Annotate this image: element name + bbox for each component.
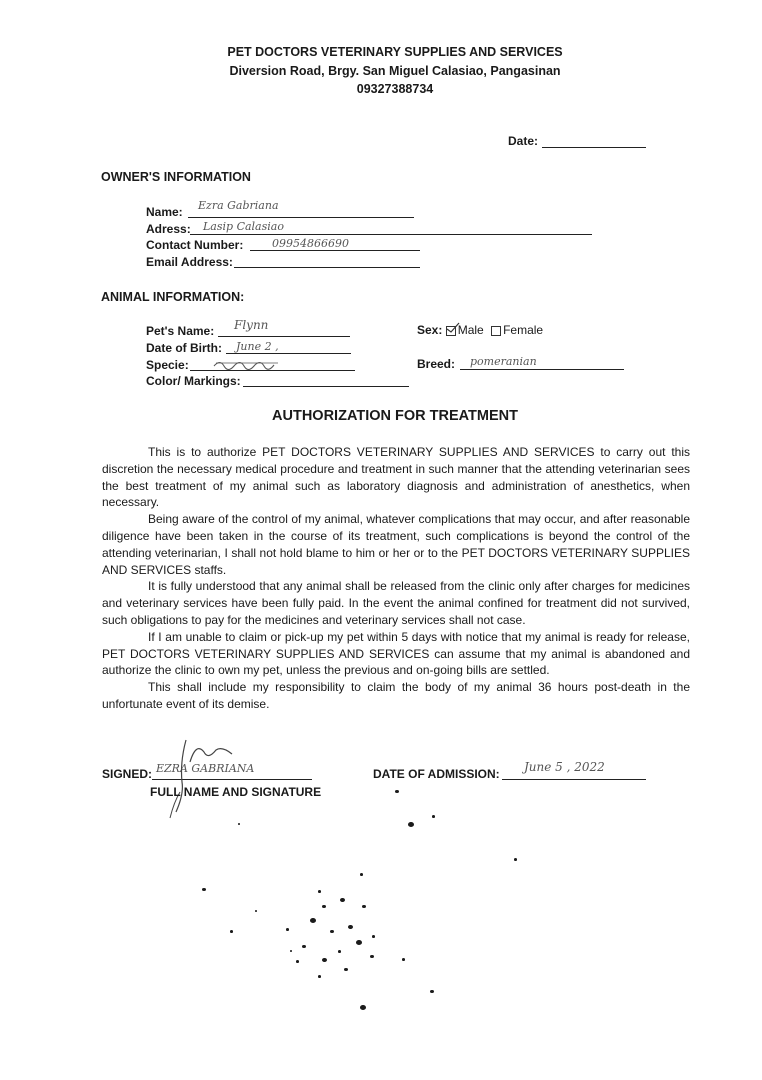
signed-name-value: EZRA GABRIANA bbox=[156, 762, 255, 775]
pet-name-field[interactable] bbox=[218, 336, 350, 337]
specie-field[interactable] bbox=[190, 370, 355, 371]
breed-field[interactable] bbox=[460, 369, 624, 370]
ink-speck bbox=[238, 823, 240, 825]
ink-speck bbox=[514, 858, 517, 861]
admission-date-value: June 5 , 2022 bbox=[524, 760, 605, 774]
ink-speck bbox=[348, 925, 353, 929]
ink-speck bbox=[338, 950, 341, 953]
signed-label: SIGNED: bbox=[102, 767, 153, 781]
email-field[interactable] bbox=[234, 267, 420, 268]
ink-speck bbox=[408, 822, 414, 827]
ink-speck bbox=[372, 935, 375, 938]
authorization-body bbox=[102, 444, 690, 713]
ink-speck bbox=[402, 958, 405, 961]
specie-label: Specie: bbox=[146, 358, 189, 372]
ink-speck bbox=[430, 990, 434, 993]
sex-group bbox=[417, 323, 543, 337]
contact-number-label: Contact Number: bbox=[146, 238, 244, 252]
pet-name-label: Pet's Name: bbox=[146, 324, 215, 338]
ink-speck bbox=[395, 790, 399, 793]
male-option-label: Male bbox=[457, 323, 484, 337]
specie-scribble bbox=[212, 358, 282, 370]
date-label: Date: bbox=[508, 134, 539, 148]
ink-speck bbox=[362, 905, 366, 908]
ink-speck bbox=[230, 930, 233, 933]
company-address: Diversion Road, Brgy. San Miguel Calasiao, Pangasinan bbox=[229, 64, 561, 78]
contact-number-value: 09954866690 bbox=[272, 237, 349, 250]
sex-label: Sex: bbox=[417, 323, 443, 337]
owner-name-field[interactable] bbox=[188, 217, 414, 218]
ink-speck bbox=[202, 888, 206, 891]
ink-speck bbox=[370, 955, 374, 958]
ink-speck bbox=[296, 960, 299, 963]
owner-address-field[interactable] bbox=[190, 234, 592, 235]
ink-speck bbox=[322, 905, 326, 908]
owner-name-label: Name: bbox=[146, 205, 183, 219]
authorization-paragraph: Being aware of the control of my animal, whatever complications that may occur, and after reasonable diligence have been taken in the course of its treatment, such complications is beyond the control of the attending veterinarian, I shall not hold blame to him or her or to the PET DOCTORS VETERINARY SUPPLIES AND SERVICES staffs. bbox=[102, 512, 690, 577]
authorization-paragraph: This shall include my responsibility to claim the body of my animal 36 hours post-death in the unfortunate event of its demise. bbox=[102, 680, 690, 711]
company-phone: 09327388734 bbox=[356, 82, 434, 96]
ink-speck bbox=[330, 930, 334, 933]
ink-speck bbox=[360, 1005, 366, 1010]
dob-value: June 2 , bbox=[236, 340, 279, 353]
owner-address-label: Adress: bbox=[146, 222, 191, 236]
company-name: PET DOCTORS VETERINARY SUPPLIES AND SERVICES bbox=[227, 45, 563, 59]
color-markings-field[interactable] bbox=[243, 386, 409, 387]
date-field[interactable] bbox=[542, 147, 646, 148]
ink-speck bbox=[286, 928, 289, 931]
female-option-label: Female bbox=[503, 323, 544, 337]
ink-speck bbox=[318, 975, 321, 978]
authorization-paragraph: If I am unable to claim or pick-up my pet within 5 days with notice that my animal is ready for release, PET DOCTORS VETERINARY SUPPLIES AND SERVICES can assume that my animal is abandoned and authorize the clinic to own my pet, unless the previous and on-going bills are settled. bbox=[102, 629, 690, 678]
breed-value: pomeranian bbox=[470, 355, 537, 368]
email-label: Email Address: bbox=[146, 255, 233, 269]
ink-speck bbox=[340, 898, 345, 902]
dob-field[interactable] bbox=[226, 353, 351, 354]
animal-heading: ANIMAL INFORMATION: bbox=[101, 290, 245, 304]
dob-label: Date of Birth: bbox=[146, 341, 222, 355]
ink-speck bbox=[322, 958, 327, 962]
ink-speck bbox=[360, 873, 363, 876]
ink-speck bbox=[318, 890, 321, 893]
admission-date-field[interactable] bbox=[502, 779, 646, 780]
ink-speck bbox=[344, 968, 348, 971]
handwritten-signature bbox=[160, 732, 240, 822]
color-markings-label: Color/ Markings: bbox=[146, 374, 241, 388]
ink-speck bbox=[432, 815, 435, 818]
signature-caption: FULL NAME AND SIGNATURE bbox=[150, 785, 322, 799]
owner-address-value: Lasip Calasiao bbox=[203, 220, 284, 233]
checkmark-icon bbox=[446, 322, 460, 334]
admission-label: DATE OF ADMISSION: bbox=[373, 767, 500, 781]
ink-speck bbox=[310, 918, 316, 923]
ink-speck bbox=[356, 940, 362, 945]
ink-speck bbox=[302, 945, 306, 948]
female-checkbox[interactable] bbox=[491, 326, 501, 336]
ink-speck bbox=[290, 950, 292, 952]
authorization-paragraph: It is fully understood that any animal shall be released from the clinic only after charges for medicines and veterinary services have been fully paid. In the event the animal confined for treatment did not survived, such obligations to pay for the medicines and veterinary services shall not case. bbox=[102, 579, 690, 627]
owner-name-value: Ezra Gabriana bbox=[198, 199, 279, 212]
authorization-title: AUTHORIZATION FOR TREATMENT bbox=[272, 408, 518, 424]
male-checkbox[interactable] bbox=[446, 326, 456, 336]
owner-heading: OWNER'S INFORMATION bbox=[101, 170, 251, 184]
contact-number-field[interactable] bbox=[250, 250, 420, 251]
authorization-paragraph: This is to authorize PET DOCTORS VETERINARY SUPPLIES AND SERVICES to carry out this discretion the necessary medical procedure and treatment in such manner that the attending veterinarian sees the best treatment of my animal such as laboratory diagnosis and administration of anesthetics, when necessary. bbox=[102, 445, 690, 510]
pet-name-value: Flynn bbox=[234, 318, 269, 332]
breed-label: Breed: bbox=[417, 357, 456, 371]
ink-speck bbox=[255, 910, 257, 912]
